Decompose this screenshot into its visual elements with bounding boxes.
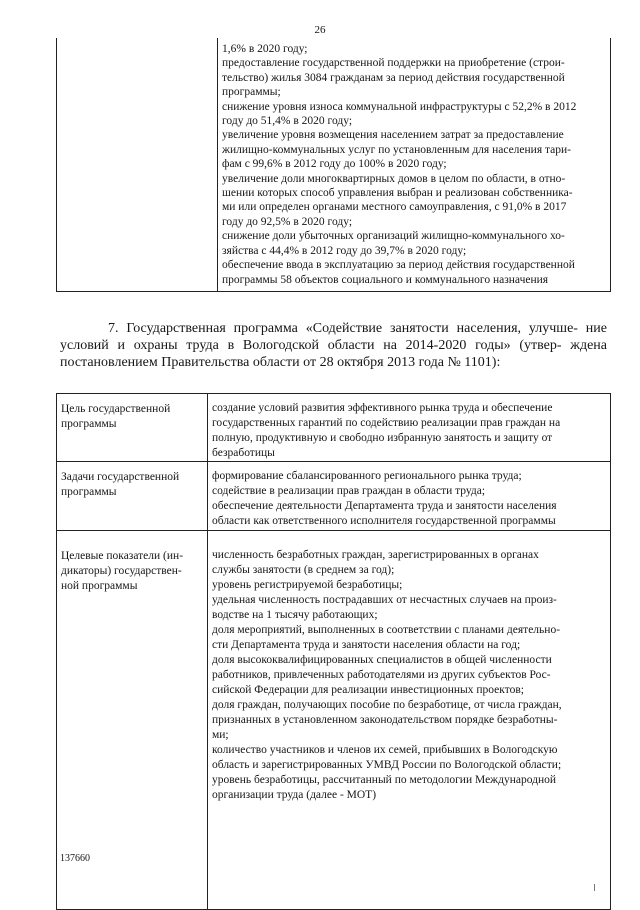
table-cell-content [218,38,611,291]
label-line: Цель государственной [61,403,171,415]
scan-mark [594,884,595,891]
cell-text-line: безработицы [212,447,275,459]
cell-text-line: обеспечение деятельности Департамента труда и занятости населения [212,500,557,512]
heading-line: № 1101): [447,355,501,370]
cell-text-line: тельство) жилья 3084 гражданам за период действия государственной [222,71,565,84]
cell-text-line: область и зарегистрированных УМВД России по Вологодской области; [212,759,562,771]
cell-text-line: полную, продуктивную и свободно избранную занятость и защиту от [212,432,553,444]
cell-text-line: доля высококвалифицированных специалистов в общей численности [212,654,552,666]
table-cell-label [57,38,218,291]
heading-line: 7. Государственная программа «Содействие занятости населения, улучше- [108,321,578,336]
cell-text-line: сийской Федерации для реализации инвестиционных проектов; [212,684,524,696]
cell-text-line: формирование сбалансированного регионального рынка труда; [212,470,522,482]
table-row-indicators [57,531,611,910]
cell-text-line: службы занятости (в среднем за год); [212,564,395,576]
cell-text-line: доля мероприятий, выполненных в соответствии с планами деятельно- [212,624,561,636]
cell-text-line: ми; [212,729,229,741]
cell-text-line: создание условий развития эффективного рынка труда и обеспечение [212,402,553,414]
heading-line: ние условий и охраны труда в Вологодской области на 2014-2020 годы» (утвер- [60,321,607,353]
cell-text-line: водстве на 1 тысячу работающих; [212,609,378,621]
cell-text-line: шении которых способ управления выбран и реализован собственника- [222,187,573,200]
heading-line: ждена постановлением Правительства области от 28 октября 2013 года [60,338,607,370]
cell-text-line: увеличение доли многоквартирных домов в целом по области, в отно- [222,172,566,185]
table-row [57,38,611,291]
label-line: ной программы [61,580,138,592]
program-passport-table [56,393,611,910]
table-cell-label [57,462,208,531]
cell-text-line: программы; [222,86,281,99]
cell-text-line: сти Департамента труда и занятости населения области на год; [212,639,521,651]
page-number: 26 [314,24,326,36]
label-line: программы [61,418,117,430]
label-line: дикаторы) государствен- [61,565,182,577]
cell-text-line: предоставление государственной поддержки на приобретение (строи- [222,57,565,70]
cell-text-line: обеспечение ввода в эксплуатацию за период действия государственной [222,259,575,272]
cell-text-line: области как ответственного исполнителя государственной программы [212,515,556,527]
cell-text-line: доля граждан, получающих пособие по безработице, от числа граждан, [212,699,562,711]
cell-text-line: признанных в установленном законодательством порядке безработны- [212,714,558,726]
cell-text-line: количество участников и членов их семей, прибывших в Вологодскую [212,744,558,756]
cell-text-line: 1,6% в 2020 году; [222,43,308,55]
cell-text-line: году до 51,4% в 2020 году; [222,115,353,128]
cell-text-line: фам с 99,6% в 2012 году до 100% в 2020 году; [222,158,447,171]
cell-text-line: работников, привлеченных работодателями из других субъектов Рос- [212,669,551,681]
cell-text-line: снижение доли убыточных организаций жилищно-коммунального хо- [222,230,565,243]
cell-text-line: удельная численность пострадавших от несчастных случаев на произ- [212,594,557,606]
cell-text-line: уровень регистрируемой безработицы; [212,579,403,591]
cell-text-line: программы 58 объектов социального и коммунального назначения [222,273,549,286]
cell-text-line: численность безработных граждан, зарегистрированных в органах [212,549,539,561]
cell-text-line: жилищно-коммунальных услуг по установленным для населения тари- [222,143,572,156]
cell-text-line: году до 92,5% в 2020 году; [222,215,353,228]
cell-text-line: организации труда (далее - МОТ) [212,789,377,801]
cell-text-line: уровень безработицы, рассчитанный по методологии Международной [212,774,557,786]
table-cell-label [57,394,208,462]
program-heading [60,320,607,371]
label-line: Задачи государственной [61,471,180,483]
table-row-tasks [57,462,611,531]
cell-text-line: содействие в реализации прав граждан в области труда; [212,485,486,497]
label-line: Целевые показатели (ин- [61,550,184,562]
table-cell-content [208,462,611,531]
cell-text-line: государственных гарантий по содействию реализации прав граждан на [212,417,561,429]
document-code: 137660 [60,853,90,864]
label-line: программы [61,486,117,498]
cell-text-line: ми или определен органами местного самоуправления, с 91,0% в 2017 [222,201,567,214]
continued-passport-table [56,38,611,292]
cell-text-line: зяйства с 44,4% в 2012 году до 39,7% в 2020 году; [222,244,467,257]
table-cell-content [208,531,611,910]
table-row-goal [57,394,611,462]
cell-text-line: снижение уровня износа коммунальной инфраструктуры с 52,2% в 2012 [222,100,577,113]
table-cell-content [208,394,611,462]
cell-text-line: увеличение уровня возмещения населением затрат за предоставление [222,129,564,142]
